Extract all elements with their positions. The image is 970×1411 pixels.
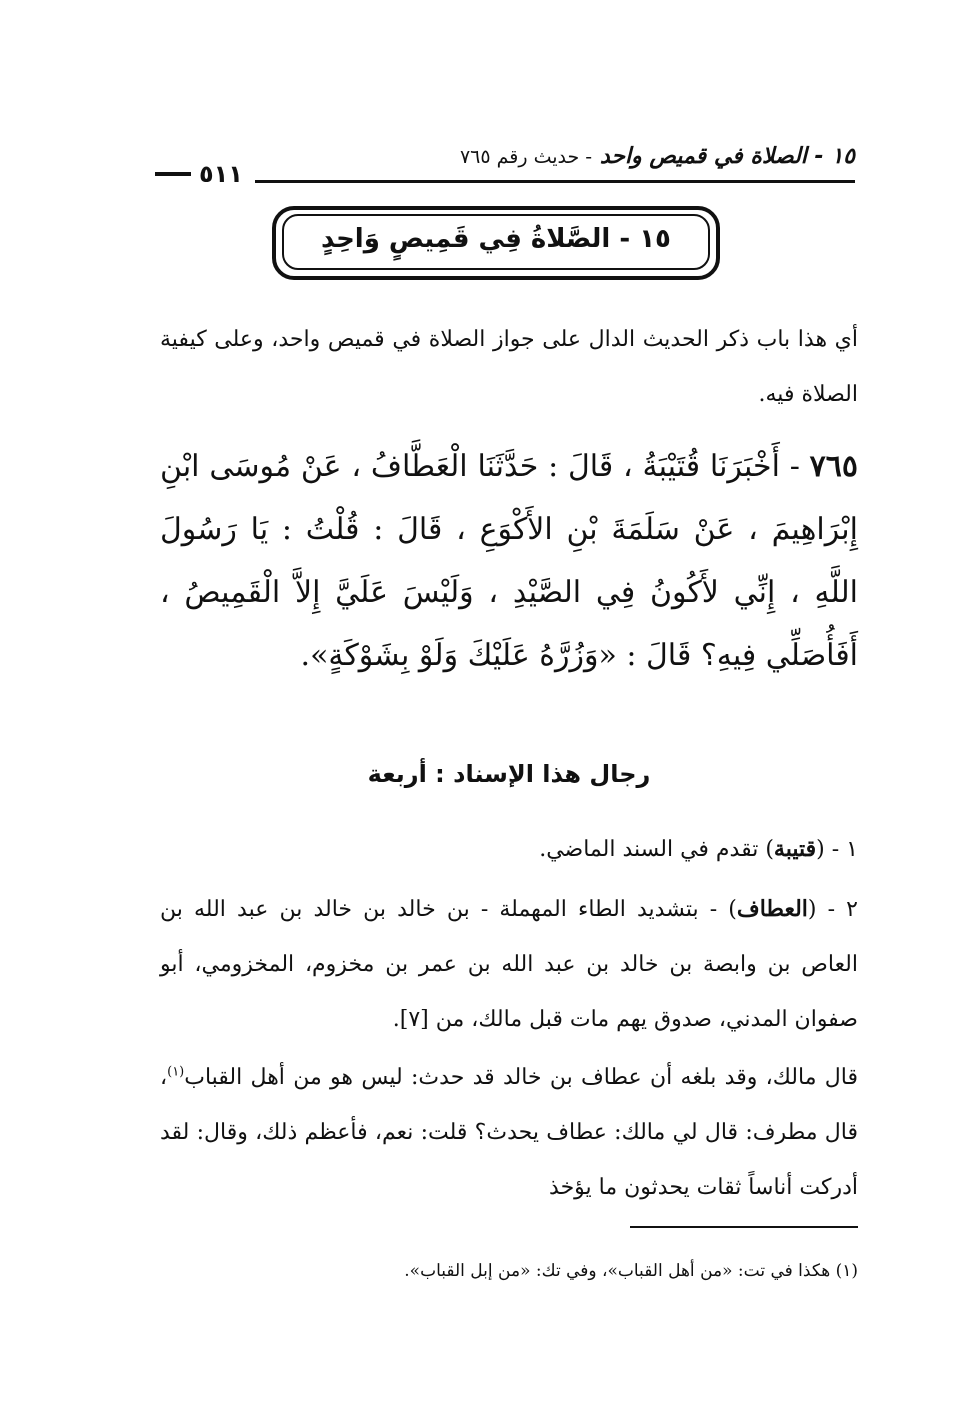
footnote-reference: (١) bbox=[167, 1064, 185, 1080]
page-number bbox=[155, 160, 243, 188]
chapter-title: ١٥ - الصَّلاةُ فِي قَمِيصٍ وَاحِدٍ bbox=[321, 224, 671, 254]
narrator-1-prefix: ١ - ( bbox=[816, 837, 858, 862]
chapter-title-box bbox=[272, 206, 720, 280]
page-number-dash bbox=[155, 172, 191, 176]
header-rule bbox=[255, 180, 855, 183]
page-header bbox=[155, 140, 855, 192]
hadith-text: - أَخْبَرَنَا قُتَيْبَةُ ، قَالَ : حَدَّثَنَا الْعَطَّافُ ، عَنْ مُوسَى ابْنِ إِبْرَاهِيمَ ، عَنْ سَلَمَةَ بْنِ الأَكْوَعِ ، قَالَ : قُلْتُ : يَا رَسُولَ اللَّهِ ، إِنِّي لأَكُونُ فِي الصَّيْدِ ، وَلَيْسَ عَلَيَّ إِلاَّ الْقَمِيصُ ، أَفَأُصَلِّي فِيهِ؟ قَالَ : «وَزُرَّهُ عَلَيْكَ وَلَوْ بِشَوْكَةٍ». bbox=[160, 449, 858, 673]
narrator-1-paragraph bbox=[160, 822, 858, 877]
narrator-2-prefix: ٢ - ( bbox=[807, 897, 858, 922]
running-subtitle: - حديث رقم ٧٦٥ bbox=[459, 146, 593, 168]
narrator-2-paragraph bbox=[160, 882, 858, 1047]
malik-paragraph bbox=[160, 1050, 858, 1215]
malik-text-part-1: قال مالك، وقد بلغه أن عطاف بن خالد قد حدث: ليس هو من أهل القباب bbox=[184, 1065, 858, 1090]
intro-paragraph: أي هذا باب ذكر الحديث الدال على جواز الصلاة في قميص واحد، وعلى كيفية الصلاة فيه. bbox=[160, 327, 858, 407]
running-title-text: ١٥ - الصلاة في قميص واحد bbox=[599, 144, 855, 169]
running-title bbox=[460, 144, 855, 169]
hadith-paragraph bbox=[160, 435, 858, 687]
hadith-number: ٧٦٥ bbox=[809, 449, 858, 484]
narrator-2-name: العطاف bbox=[736, 896, 808, 922]
malik-text-part-2: ، قال مطرف: قال لي مالك: عطاف يحدث؟ قلت: نعم، فأعظم ذلك، وقال: لقد أدركت أناساً ثقات يحدثون ما يؤخذ bbox=[160, 1065, 858, 1200]
narrators-heading: رجال هذا الإسناد : أربعة bbox=[367, 760, 651, 788]
narrator-1-rest: ) تقدم في السند الماضي. bbox=[539, 837, 774, 862]
page-number-text: ٥١١ bbox=[199, 160, 243, 188]
footnote-separator bbox=[630, 1226, 858, 1228]
footnote-1: (١) هكذا في تت: «من أهل القباب»، وفي تك: «من إبل القباب». bbox=[404, 1261, 858, 1281]
narrator-2-rest: ) - بتشديد الطاء المهملة - بن خالد بن خالد بن عبد الله بن العاص بن وابصة بن خالد بن عبد الله بن عمر بن مخزوم، المخزومي، أبو صفوان المدني، صدوق يهم مات قبل مالك، من [٧]. bbox=[160, 897, 858, 1032]
narrator-1-name: قتيبة bbox=[773, 836, 817, 862]
